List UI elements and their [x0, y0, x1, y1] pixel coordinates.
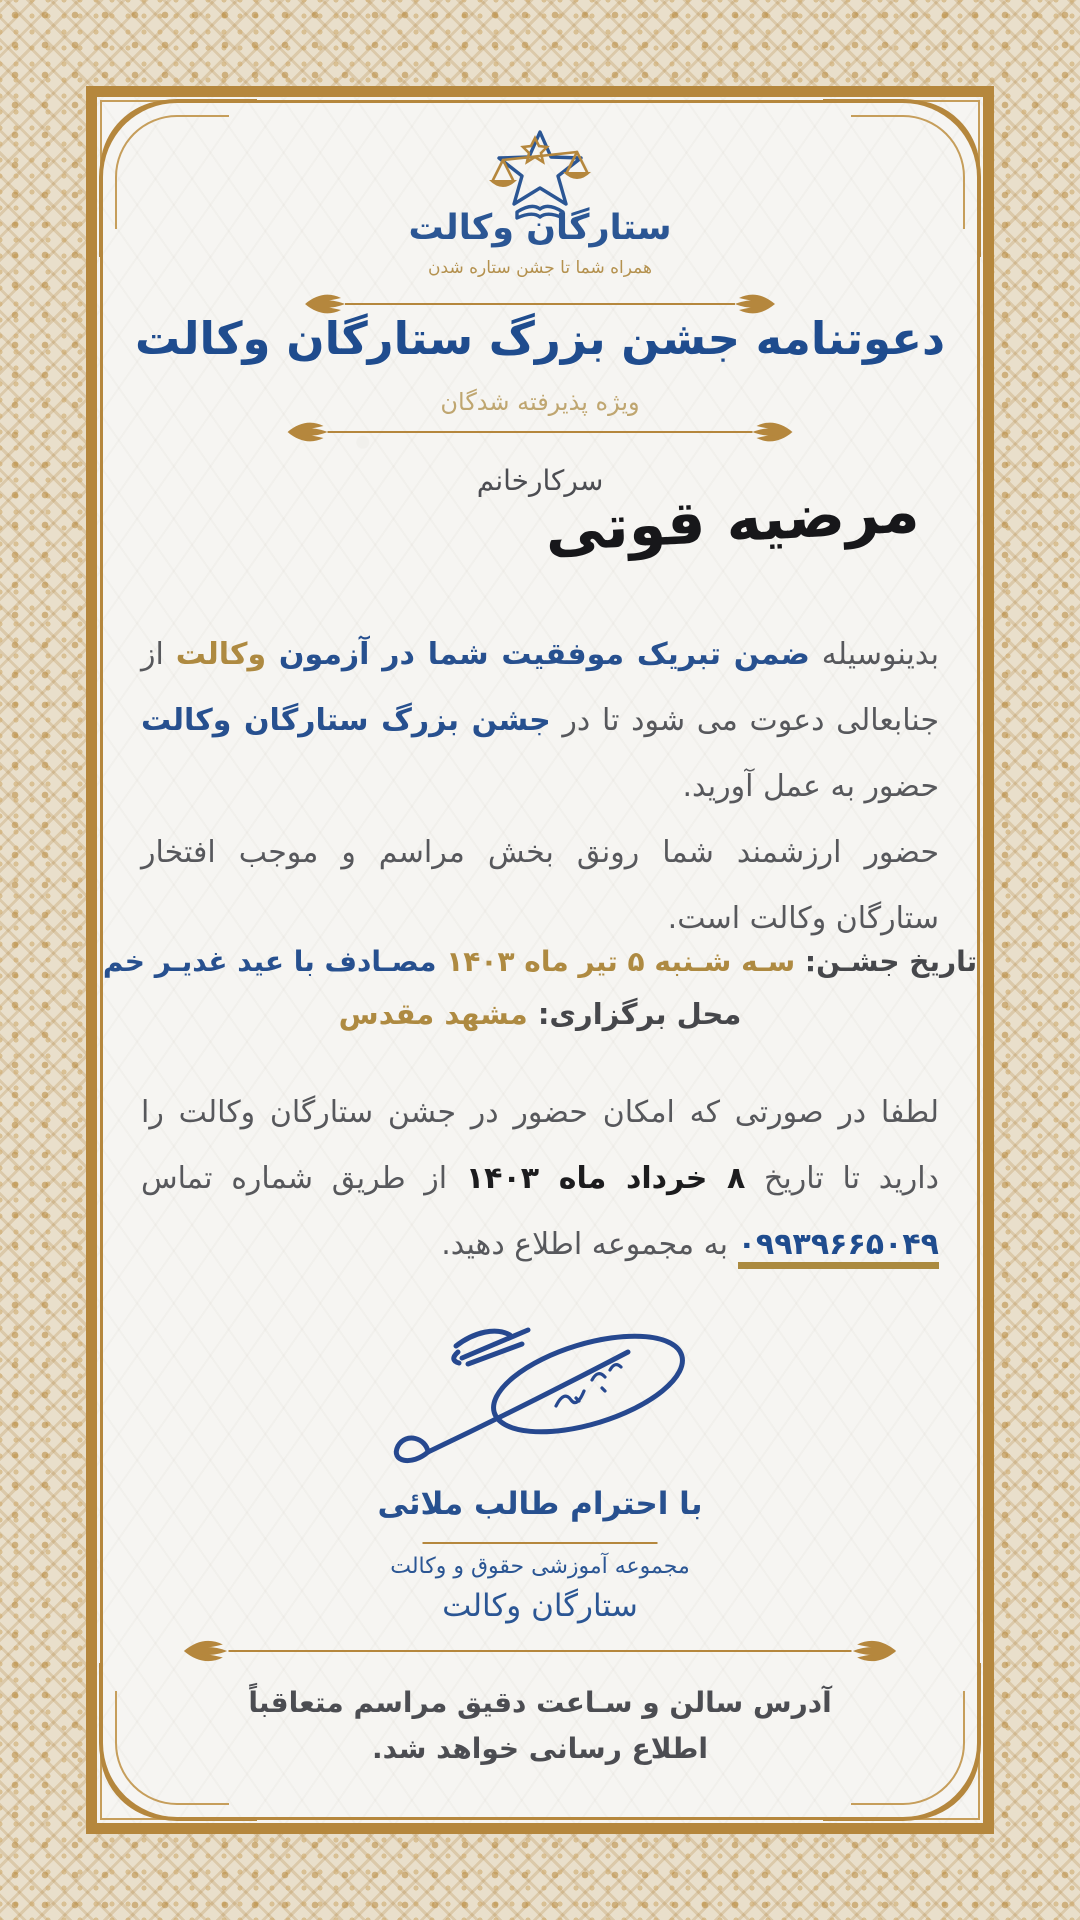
recipient-name-calligraphy: مرضیه قوتی: [543, 476, 921, 566]
honor-paragraph: حضور ارزشمند شما رونق بخش مراسم و موجب افتخار ستارگان وکالت است.: [141, 835, 939, 936]
recipient-salutation: سرکارخانم: [476, 464, 604, 497]
divider-rule: [345, 303, 735, 305]
invitation-subheading: ویژه پذیرفته شدگان: [440, 388, 640, 416]
divider-rule: [328, 431, 753, 433]
event-date-label: تاریخ جشـن:: [795, 945, 978, 978]
invitation-paragraph: [141, 622, 939, 820]
body-segment-highlight-blue: جشن بزرگ ستارگان وکالت: [141, 703, 551, 738]
card-content: [95, 100, 985, 1820]
event-date-note: مصـادف با عید غدیـر خم: [102, 945, 437, 978]
event-venue-label: محل برگزاری:: [527, 997, 742, 1031]
body-segment-highlight-blue: ضمن تبریک موفقیت شما در آزمون: [266, 637, 810, 672]
invitation-heading: دعوتنامه جشن بزرگ ستارگان وکالت: [134, 312, 946, 365]
rsvp-phone-number[interactable]: ۰۹۹۳۹۶۶۵۰۴۹: [738, 1227, 939, 1269]
body-segment: از جنابعالی دعوت می شود تا در: [141, 637, 940, 738]
divider-leaf-icon: [183, 1638, 229, 1664]
signoff-respect-line: با احترام طالب ملائی: [377, 1486, 703, 1522]
handwritten-signature: [370, 1322, 710, 1472]
divider-leaf-icon: [288, 420, 328, 444]
rsvp-deadline: ۸ خرداد ماه ۱۴۰۳: [465, 1161, 746, 1196]
invitation-body: [141, 622, 939, 952]
rsvp-segment: لطفا در صورتی که امکان حضور در جشن ستارگان وکالت را دارید تا تاریخ: [141, 1095, 939, 1196]
rsvp-note: [141, 1080, 939, 1278]
footer-line1: آدرس سالن و سـاعت دقیق مراسم متعاقباً: [248, 1686, 832, 1719]
divider-leaf-icon: [753, 420, 793, 444]
event-date-value: سـه شـنبه ۵ تیر ماه ۱۴۰۳: [436, 945, 796, 978]
ornamental-divider: [183, 1638, 898, 1664]
brand-tagline: همراه شما تا جشن ستاره شدن: [428, 258, 652, 278]
event-details: [95, 936, 985, 1040]
footer-note: [95, 1680, 985, 1772]
body-segment-highlight-gold: وکالت: [175, 637, 267, 672]
body-segment: بدینوسیله: [809, 637, 939, 672]
divider-leaf-icon: [852, 1638, 898, 1664]
signoff-org-line2: ستارگان وکالت: [442, 1588, 638, 1624]
body-segment: حضور به عمل آورید.: [682, 769, 939, 804]
signoff-org-line1: مجموعه آموزشی حقوق و وکالت: [390, 1554, 690, 1579]
footer-line2: اطلاع رسانی خواهد شد.: [372, 1732, 708, 1765]
signature-block: [95, 1322, 985, 1476]
rsvp-segment: از طریق شماره تماس: [141, 1161, 466, 1196]
event-date-line: [95, 936, 985, 988]
event-venue-value: مشهد مقدس: [338, 997, 528, 1031]
rsvp-segment: به مجموعه اطلاع دهید.: [441, 1227, 738, 1262]
signoff-rule: [423, 1542, 658, 1544]
ornamental-divider: [288, 420, 793, 444]
brand-title: ستارگان وکالت: [408, 208, 672, 248]
divider-rule: [229, 1650, 852, 1652]
event-venue-line: [95, 988, 985, 1040]
rsvp-paragraph: [141, 1080, 939, 1278]
